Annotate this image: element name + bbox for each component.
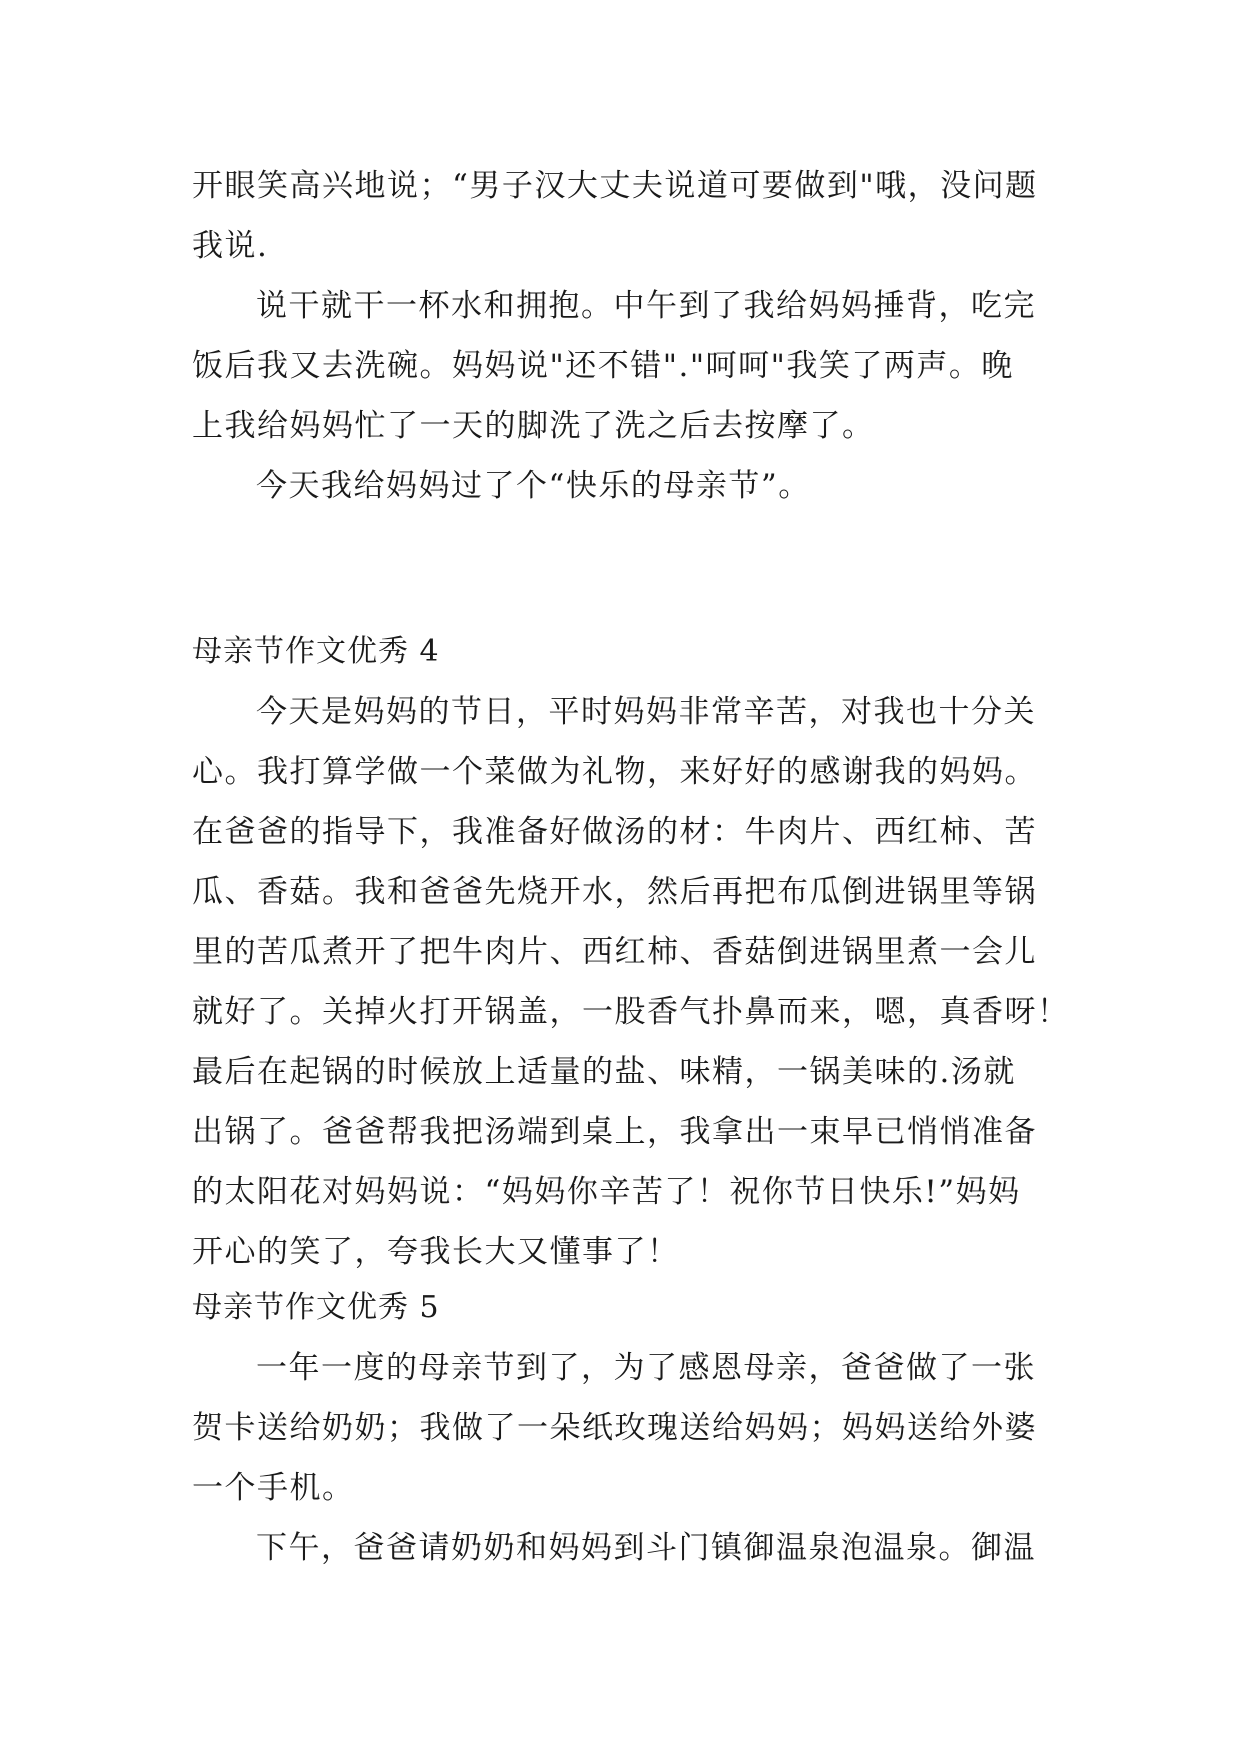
text-line: 开眼笑高兴地说；“男子汉大丈夫说道可要做到"哦，没问题 <box>192 168 1038 204</box>
text-line: 的太阳花对妈妈说：“妈妈你辛苦了！祝你节日快乐!”妈妈 <box>192 1174 1021 1210</box>
text-line: 瓜、香菇。我和爸爸先烧开水，然后再把布瓜倒进锅里等锅 <box>192 874 1037 910</box>
text-line: 下午，爸爸请奶奶和妈妈到斗门镇御温泉泡温泉。御温 <box>256 1530 1036 1566</box>
section-heading: 母亲节作文优秀 4 <box>192 634 440 669</box>
text-line: 在爸爸的指导下，我准备好做汤的材：牛肉片、西红柿、苦 <box>192 814 1037 850</box>
text-line: 饭后我又去洗碗。妈妈说"还不错"."呵呵"我笑了两声。晚 <box>192 348 1014 384</box>
text-line: 出锅了。爸爸帮我把汤端到桌上，我拿出一束早已悄悄准备 <box>192 1114 1037 1150</box>
text-line: 最后在起锅的时候放上适量的盐、味精，一锅美味的.汤就 <box>192 1054 1016 1090</box>
text-line: 我说. <box>192 228 269 264</box>
text-line: 今天是妈妈的节日，平时妈妈非常辛苦，对我也十分关 <box>256 694 1036 730</box>
text-line: 里的苦瓜煮开了把牛肉片、西红柿、香菇倒进锅里煮一会儿 <box>192 934 1037 970</box>
text-line: 一个手机。 <box>192 1470 355 1506</box>
text-line: 一年一度的母亲节到了，为了感恩母亲，爸爸做了一张 <box>256 1350 1036 1386</box>
text-line: 今天我给妈妈过了个“快乐的母亲节”。 <box>256 468 811 504</box>
text-line: 开心的笑了，夸我长大又懂事了！ <box>192 1234 680 1270</box>
text-line: 心。我打算学做一个菜做为礼物，来好好的感谢我的妈妈。 <box>192 754 1037 790</box>
text-line: 说干就干一杯水和拥抱。中午到了我给妈妈捶背，吃完 <box>256 288 1036 324</box>
text-line: 上我给妈妈忙了一天的脚洗了洗之后去按摩了。 <box>192 408 875 444</box>
text-line: 就好了。关掉火打开锅盖，一股香气扑鼻而来，嗯，真香呀！ <box>192 994 1070 1030</box>
section-heading: 母亲节作文优秀 5 <box>192 1290 440 1325</box>
text-line: 贺卡送给奶奶；我做了一朵纸玫瑰送给妈妈；妈妈送给外婆 <box>192 1410 1037 1446</box>
